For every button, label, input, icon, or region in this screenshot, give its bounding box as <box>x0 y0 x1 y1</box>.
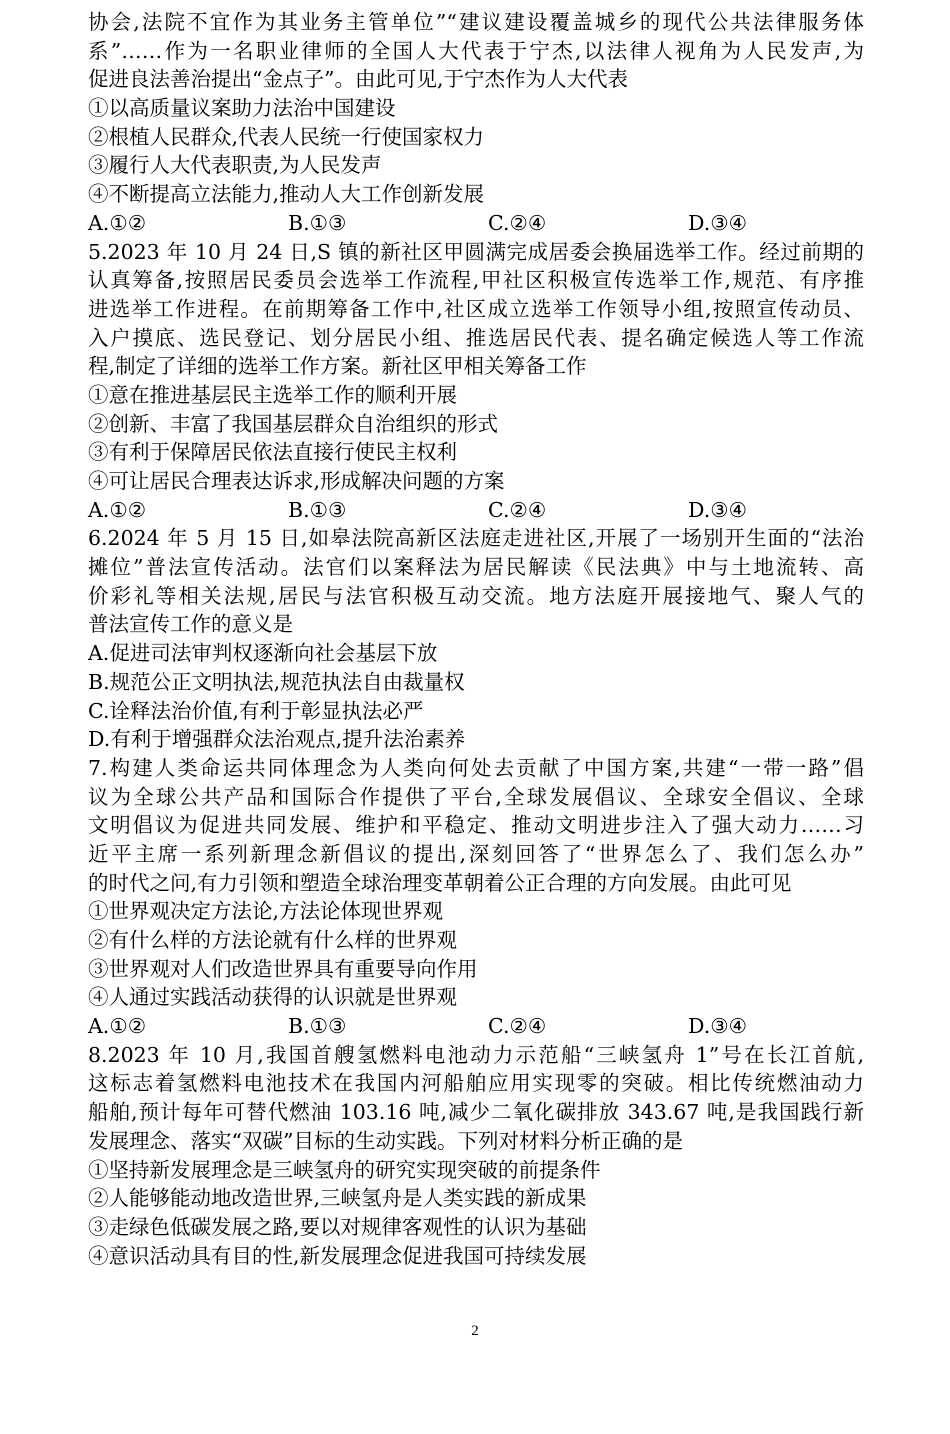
option-d: D.③④ <box>688 497 747 522</box>
question-6-choice: C.诠释法治价值,有利于彰显执法必严 <box>88 698 424 723</box>
question-8-stem-line: 这标志着氢燃料电池技术在我国内河船舶应用实现零的突破。相比传统燃油动力 <box>88 1071 864 1096</box>
question-5-options <box>88 496 864 525</box>
question-4-options <box>88 209 864 238</box>
question-6-choice: A.促进司法审判权逐渐向社会基层下放 <box>88 641 438 666</box>
question-7-stem-line: 的时代之问,有力引领和塑造全球治理变革朝着公正合理的方向发展。由此可见 <box>88 870 792 895</box>
question-7-item: ②有什么样的方法论就有什么样的世界观 <box>88 928 457 952</box>
question-5-item: ④可让居民合理表达诉求,形成解决问题的方案 <box>88 469 505 493</box>
question-8-stem-line: 8.2023 年 10 月,我国首艘氢燃料电池动力示范船“三峡氢舟 1”号在长江首航, <box>88 1042 864 1067</box>
question-6-stem-line: 摊位”普法宣传活动。法官们以案释法为居民解读《民法典》中与土地流转、高 <box>88 555 864 580</box>
option-a: A.①② <box>88 497 147 522</box>
question-4-stem-line: 协会,法院不宜作为其业务主管单位”“建议建设覆盖城乡的现代公共法律服务体 <box>88 10 864 34</box>
question-4-item: ④不断提高立法能力,推动人大工作创新发展 <box>88 182 485 207</box>
option-d: D.③④ <box>688 1014 747 1039</box>
question-7 <box>88 754 864 1041</box>
question-8-stem-line: 船舶,预计每年可替代燃油 103.16 吨,减少二氧化碳排放 343.67 吨,是我国践行新 <box>88 1100 864 1125</box>
question-6 <box>88 524 864 754</box>
question-5-stem-line: 程,制定了详细的选举工作方案。新社区甲相关筹备工作 <box>88 354 587 379</box>
question-5-stem-line: 认真筹备,按照居民委员会选举工作流程,甲社区积极宣传选举工作,规范、有序推 <box>88 268 864 293</box>
question-6-stem-line: 6.2024 年 5 月 15 日,如皋法院高新区法庭走进社区,开展了一场别开生面的“法治 <box>88 526 864 551</box>
question-4-item: ②根植人民群众,代表人民统一行使国家权力 <box>88 124 485 149</box>
question-7-stem-line: 文明倡议为促进共同发展、维护和平稳定、推动文明进步注入了强大动力……习 <box>88 813 864 838</box>
question-6-stem-line: 普法宣传工作的意义是 <box>88 612 293 637</box>
question-4-stem-line: 促进良法善治提出“金点子”。由此可见,于宁杰作为人大代表 <box>88 67 628 92</box>
question-5-item: ②创新、丰富了我国基层群众自治组织的形式 <box>88 411 498 436</box>
question-8-item: ①坚持新发展理念是三峡氢舟的研究实现突破的前提条件 <box>88 1157 601 1182</box>
question-8-item: ④意识活动具有目的性,新发展理念促进我国可持续发展 <box>88 1243 587 1268</box>
option-b: B.①③ <box>288 1014 347 1039</box>
exam-page <box>88 8 864 1270</box>
question-7-item: ①世界观决定方法论,方法论体现世界观 <box>88 899 444 924</box>
question-5-stem-line: 进选举工作进程。在前期筹备工作中,社区成立选举工作领导小组,按照宣传动员、 <box>88 296 864 321</box>
question-6-choice: D.有利于增强群众法治观点,提升法治素养 <box>88 727 466 752</box>
question-5-item: ③有利于保障居民依法直接行使民主权利 <box>88 440 457 465</box>
question-8 <box>88 1041 864 1271</box>
question-4-item: ③履行人大代表职责,为人民发声 <box>88 153 382 178</box>
option-c: C.②④ <box>488 1014 547 1039</box>
option-c: C.②④ <box>488 210 547 235</box>
option-a: A.①② <box>88 1014 147 1039</box>
question-8-item: ②人能够能动地改造世界,三峡氢舟是人类实践的新成果 <box>88 1186 587 1211</box>
question-5-stem-line: 5.2023 年 10 月 24 日,S 镇的新社区甲圆满完成居委会换届选举工作。经过前期的 <box>88 239 864 264</box>
question-4-stem-line: 系”……作为一名职业律师的全国人大代表于宁杰,以法律人视角为人民发声,为 <box>88 38 864 63</box>
page-number: 2 <box>471 1323 479 1339</box>
question-7-stem-line: 议为全球公共产品和国际合作提供了平台,全球发展倡议、全球安全倡议、全球 <box>88 784 864 809</box>
question-5-stem-line: 入户摸底、选民登记、划分居民小组、推选居民代表、提名确定候选人等工作流 <box>88 325 864 350</box>
option-c: C.②④ <box>488 497 547 522</box>
question-8-stem-line: 发展理念、落实“双碳”目标的生动实践。下列对材料分析正确的是 <box>88 1128 683 1153</box>
question-4-item: ①以高质量议案助力法治中国建设 <box>88 96 396 121</box>
question-6-choice: B.规范公正文明执法,规范执法自由裁量权 <box>88 669 465 694</box>
question-7-stem-line: 近平主席一系列新理念新倡议的提出,深刻回答了“世界怎么了、我们怎么办” <box>88 841 864 866</box>
question-6-stem-line: 价彩礼等相关法规,居民与法官积极互动交流。地方法庭开展接地气、聚人气的 <box>88 583 864 608</box>
question-7-stem-line: 7.构建人类命运共同体理念为人类向何处去贡献了中国方案,共建“一带一路”倡 <box>88 755 864 780</box>
question-7-item: ③世界观对人们改造世界具有重要导向作用 <box>88 956 478 981</box>
question-5 <box>88 238 864 525</box>
option-b: B.①③ <box>288 210 347 235</box>
question-7-item: ④人通过实践活动获得的认识就是世界观 <box>88 985 457 1010</box>
question-8-item: ③走绿色低碳发展之路,要以对规律客观性的认识为基础 <box>88 1214 587 1239</box>
question-4 <box>88 8 864 238</box>
question-5-item: ①意在推进基层民主选举工作的顺利开展 <box>88 382 457 407</box>
option-d: D.③④ <box>688 210 747 235</box>
option-b: B.①③ <box>288 497 347 522</box>
question-7-options <box>88 1012 864 1041</box>
option-a: A.①② <box>88 210 147 235</box>
